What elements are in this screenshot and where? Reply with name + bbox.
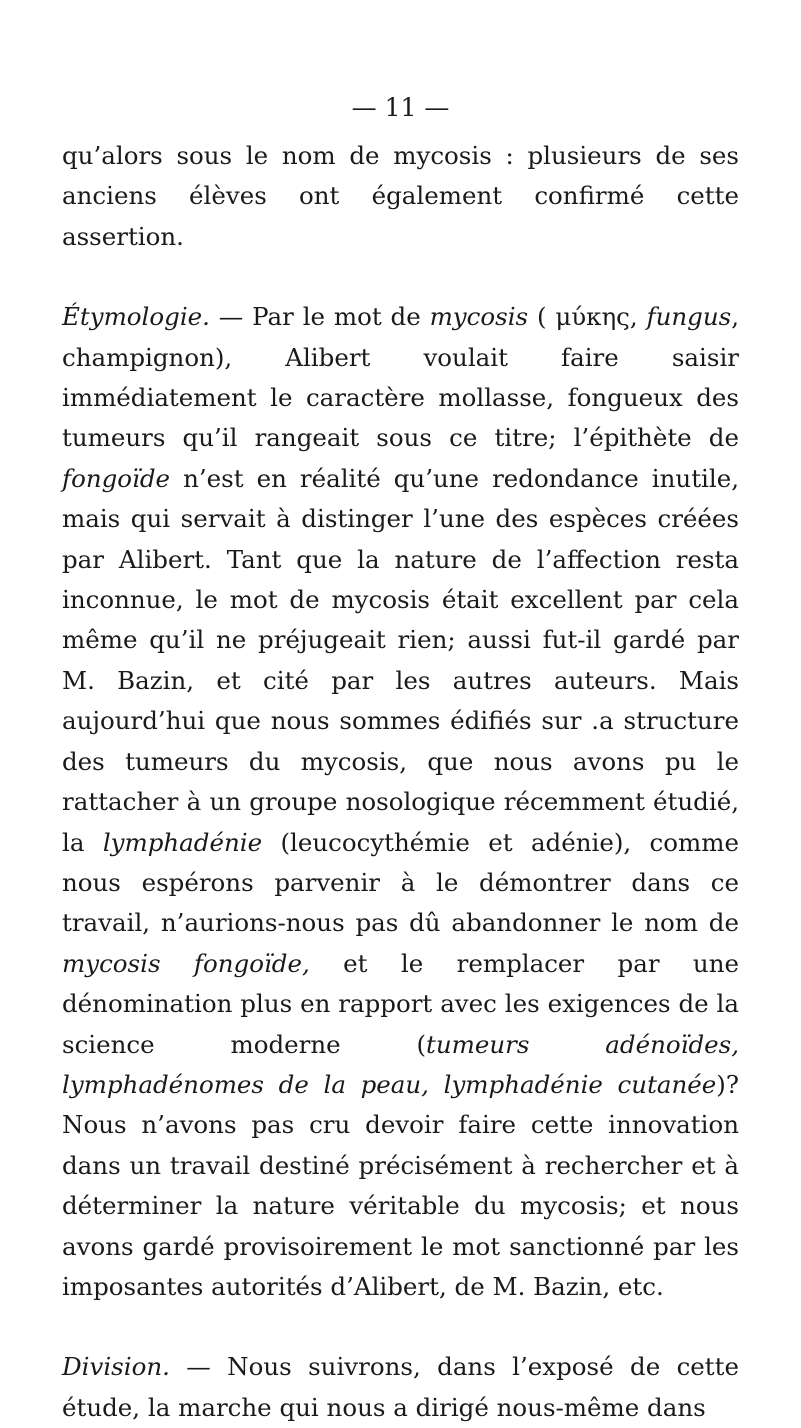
text-run: (leucocythémie et adénie), comme nous espérons parvenir à le démontrer dans ce travail, n’aurions-nous pas dû abandonner le nom de <box>62 827 739 938</box>
section-heading: Étymologie. <box>62 302 210 332</box>
italic-text-run: tumeurs adénoïdes, lymphadénomes de la peau, lymphadénie cutanée <box>62 1029 740 1099</box>
italic-text-run: mycosis <box>429 302 529 332</box>
text-run: — Nous suivrons, dans l’exposé de cette étude, la marche qui nous a dirigé nous-même dans <box>62 1352 739 1422</box>
italic-text-run: fungus <box>646 302 732 332</box>
text-run: qu’alors sous le nom de mycosis : plusieurs de ses anciens élèves ont également confirmé cette assertion. <box>62 141 739 251</box>
page-number: — 11 — <box>351 93 450 122</box>
italic-text-run: lymphadénie <box>102 827 263 857</box>
paragraph-continuation <box>62 136 739 257</box>
text-run: , champignon), Alibert voulait faire saisir immédiatement le caractère mollasse, fongueux des tumeurs qu’il rangeait sous ce titre; l’épithète de <box>62 302 739 453</box>
text-run: )? Nous n’avons pas cru devoir faire cette innovation dans un travail destiné précisément à rechercher et à déterminer la nature véritable du mycosis; et nous avons gardé provisoirement le mot sanctionné par les imposantes autorités d’Alibert, de M. Bazin, etc. <box>62 1069 739 1301</box>
section-heading: Division. <box>62 1352 170 1382</box>
text-run: et le remplacer par une dénomination plus en rapport avec les exigences de la science moderne ( <box>62 948 739 1059</box>
italic-text-run: mycosis fongoïde, <box>62 948 310 978</box>
text-run: ( μύκης, <box>528 302 647 332</box>
italic-text-run: fongoïde <box>62 463 171 493</box>
paragraph-division <box>62 1347 739 1428</box>
paragraph-etymologie <box>62 297 739 1307</box>
text-run: — Par le mot de <box>209 302 430 332</box>
text-run: n’est en réalité qu’une redondance inutile, mais qui servait à distinger l’une des espèces créées par Alibert. Tant que la nature de l’affection resta inconnue, le mot de mycosis était excellent par cela même qu’il ne préjugeait rien; aussi fut-il gardé par M. Bazin, et cité par les autres auteurs. Mais aujourd’hui que nous sommes édifiés sur .a structure des tumeurs du mycosis, que nous avons pu le rattacher à un groupe nosologique récemment étudié, la <box>62 463 739 857</box>
